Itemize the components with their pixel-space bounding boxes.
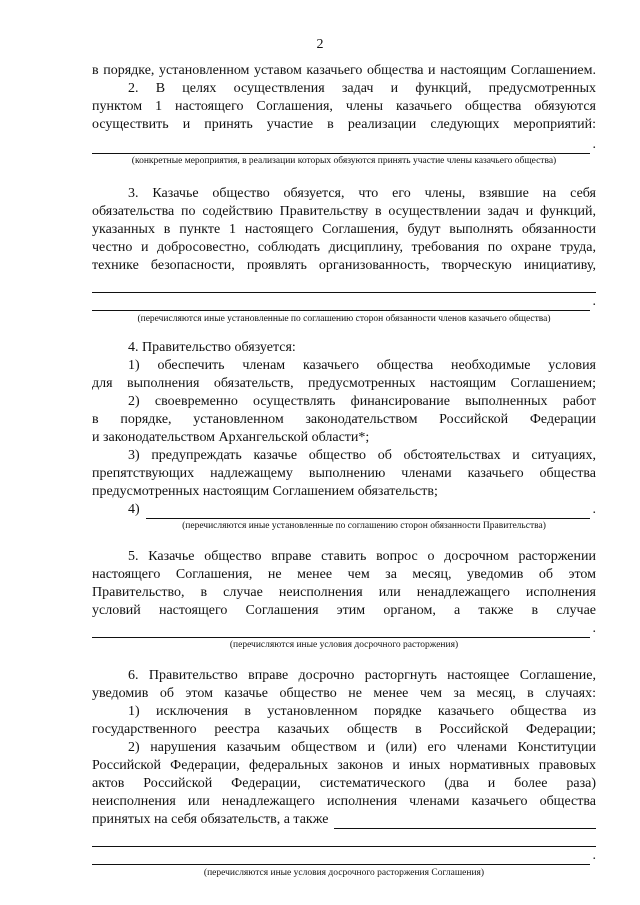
paragraph-6-line: неисполнения или ненадлежащего исполнения членами казачьего общества [92, 794, 596, 809]
paragraph-5 [92, 548, 596, 651]
paragraph-4-line: для выполнения обязательств, предусмотренных настоящим Соглашением; [92, 376, 596, 391]
paragraph-4-line: препятствующих надлежащему выполнению членами казачьего общества [92, 466, 596, 481]
paragraph-6-line: Российской Федерации, федеральных законов и иных нормативных правовых [92, 758, 596, 773]
paragraph-4-line: и законодательством Архангельской области*; [92, 430, 370, 445]
paragraph-3 [92, 185, 596, 325]
blank-line [92, 847, 596, 865]
paragraph-2-line: 2. В целях осуществления задач и функций, предусмотренных [128, 81, 596, 96]
page-number: 2 [316, 37, 324, 52]
paragraph-2-line: пунктом 1 настоящего Соглашения, члены казачьего общества обязуются [92, 99, 596, 114]
document-body [92, 62, 596, 879]
blank-line [92, 275, 596, 293]
paragraph-6-line: принятых на себя обязательств, а также [92, 812, 329, 827]
paragraph-1-continuation: в порядке, установленном уставом казачьего общества и настоящим Соглашением. [92, 63, 596, 78]
caption-early-termination: (перечисляются иные условия досрочного расторжения) [229, 640, 459, 650]
paragraph-6-line: актов Российской Федерации, систематического (два и более раза) [92, 776, 596, 791]
paragraph-6-line: 1) исключения в установленном порядке казачьего общества из [128, 704, 596, 719]
caption-member-duties: (перечисляются иные установленные по соглашению сторон обязанности членов казачьего общества) [137, 314, 551, 324]
paragraph-4-heading: 4. Правительство обязуется: [128, 340, 296, 355]
blank-line [92, 293, 596, 311]
paragraph-6-line: уведомив об этом казачье общество не менее чем за месяц, в случаях: [92, 686, 596, 701]
blank-line [92, 829, 596, 847]
paragraph-4 [92, 339, 596, 532]
period-mark: . [592, 137, 596, 152]
paragraph-5-line: условий настоящего Соглашения этим органом, а также в случае [92, 603, 596, 618]
paragraph-5-line: настоящего Соглашения, не менее чем за месяц, уведомив об этом [92, 567, 596, 582]
period-mark: . [592, 294, 596, 309]
blank-line-item-6 [92, 811, 596, 829]
paragraph-3-line: указанных в пункте 1 настоящего Соглашения, будут выполнять обязанности [92, 222, 596, 237]
paragraph-6-line: 6. Правительство вправе досрочно расторгнуть настоящее Соглашение, [128, 668, 596, 683]
caption-activities: (конкретные мероприятия, в реализации которых обязуются принять участие члены казачьего общества) [131, 156, 557, 166]
paragraph-5-line: 5. Казачье общество вправе ставить вопрос о досрочном расторжении [128, 549, 596, 564]
paragraph-2-line: осуществить и принять участие в реализации следующих мероприятий: [92, 117, 596, 132]
blank-line [92, 620, 596, 638]
caption-agreement-termination: (перечисляются иные условия досрочного расторжения Соглашения) [203, 868, 485, 878]
blank-line-item-4 [92, 501, 596, 519]
paragraph-4-line: предусмотренных настоящим Соглашением обязательств; [92, 484, 438, 499]
paragraph-4-line: 1) обеспечить членам казачьего общества необходимые условия [128, 358, 596, 373]
paragraph-3-line: честно и добросовестно, соблюдать дисциплину, требования по охране труда, [92, 240, 596, 255]
period-mark: . [592, 848, 596, 863]
paragraph-3-line: технике безопасности, проявлять организованность, творческую инициативу, [92, 258, 596, 273]
paragraph-6-line: государственного реестра казачьих обществ в Российской Федерации; [92, 722, 596, 737]
paragraph-5-line: Правительство, в случае неисполнения или ненадлежащего исполнения [92, 585, 596, 600]
paragraph-3-line: 3. Казачье общество обязуется, что его члены, взявшие на себя [128, 186, 596, 201]
paragraph-4-line: 3) предупреждать казачье общество об обстоятельствах и ситуациях, [128, 448, 596, 463]
blank-line [92, 136, 596, 154]
period-mark: . [592, 621, 596, 636]
paragraph-3-line: обязательства по содействию Правительству в осуществлении задач и функций, [92, 204, 596, 219]
period-mark: . [592, 502, 596, 517]
caption-government-duties: (перечисляются иные установленные по соглашению сторон обязанности Правительства) [182, 521, 546, 531]
paragraph-6-line: 2) нарушения казачьим обществом и (или) его членами Конституции [128, 740, 596, 755]
paragraph-4-line: 2) своевременно осуществлять финансирование выполненных работ [128, 394, 596, 409]
paragraph-4-line: в порядке, установленном законодательством Российской Федерации [92, 412, 596, 427]
paragraph-2 [92, 80, 596, 167]
item-number: 4) [128, 502, 140, 517]
paragraph-6 [92, 667, 596, 879]
